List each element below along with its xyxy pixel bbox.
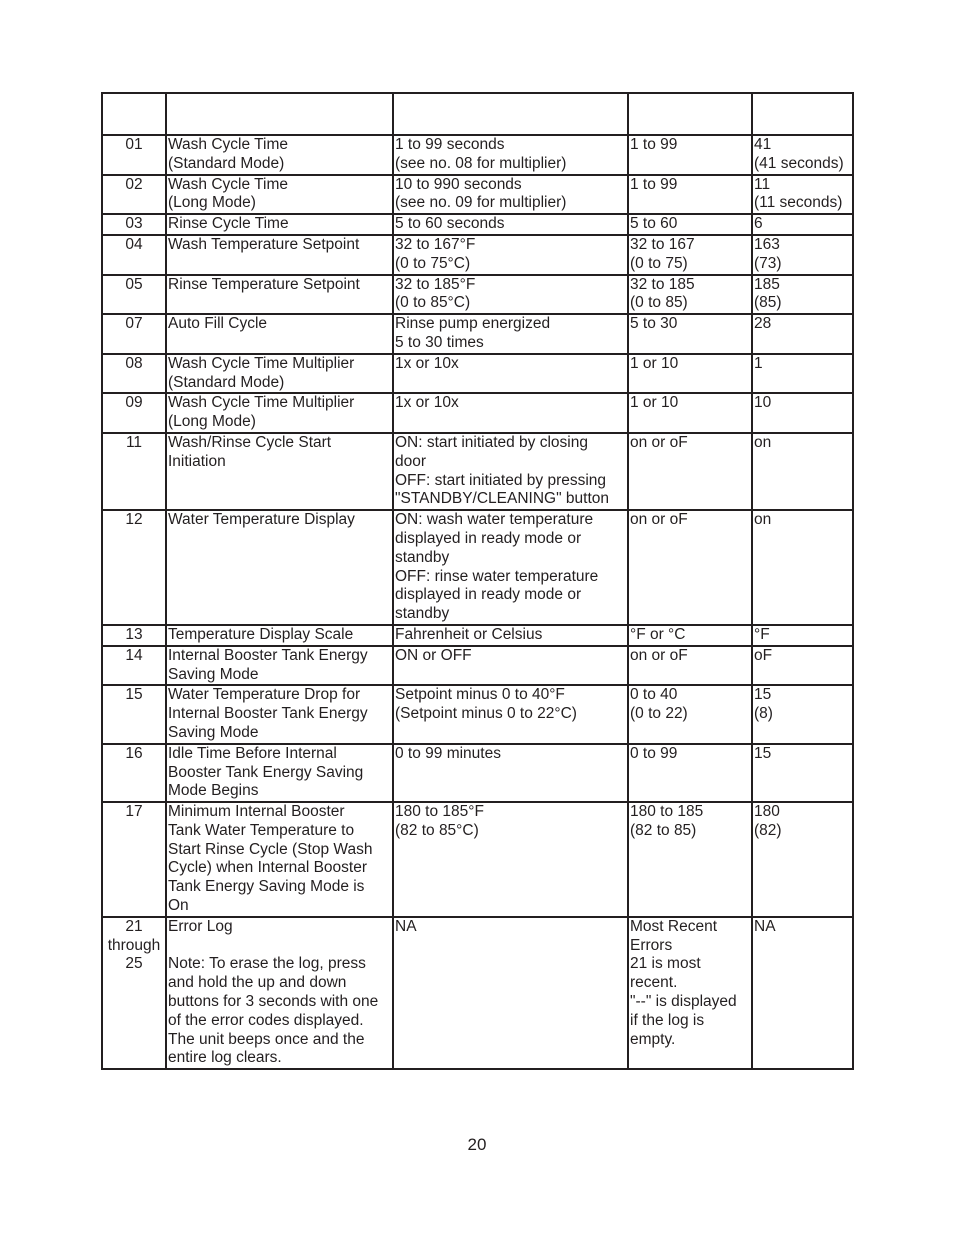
cell-parameter-name: Wash Cycle Time Multiplier (Long Mode) (166, 393, 393, 433)
cell-parameter-number: 05 (102, 275, 166, 315)
cell-parameter-name: Error Log Note: To erase the log, press and hold the up and down buttons for 3 seconds with one of the error codes displayed. The unit beeps once and the entire log clears. (166, 917, 393, 1069)
header-cell-no (102, 93, 166, 135)
cell-default: 15 (752, 744, 853, 802)
cell-range: Setpoint minus 0 to 40°F (Setpoint minus 0 to 22°C) (393, 685, 628, 743)
cell-settings: 0 to 40 (0 to 22) (628, 685, 752, 743)
cell-parameter-number: 17 (102, 802, 166, 917)
header-cell-name (166, 93, 393, 135)
cell-default: 28 (752, 314, 853, 354)
cell-parameter-number: 03 (102, 214, 166, 235)
table-row (102, 510, 853, 625)
cell-parameter-name: Water Temperature Drop for Internal Booster Tank Energy Saving Mode (166, 685, 393, 743)
cell-settings: 5 to 30 (628, 314, 752, 354)
cell-parameter-name: Wash Temperature Setpoint (166, 235, 393, 275)
cell-settings: 32 to 185 (0 to 85) (628, 275, 752, 315)
cell-settings: 5 to 60 (628, 214, 752, 235)
cell-default: 163 (73) (752, 235, 853, 275)
cell-parameter-name: Wash Cycle Time (Standard Mode) (166, 135, 393, 175)
cell-range: 0 to 99 minutes (393, 744, 628, 802)
cell-settings: on or oF (628, 510, 752, 625)
header-cell-settings (628, 93, 752, 135)
table-row (102, 685, 853, 743)
cell-settings: 1 or 10 (628, 393, 752, 433)
table-row (102, 235, 853, 275)
cell-parameter-name: Rinse Temperature Setpoint (166, 275, 393, 315)
header-cell-range (393, 93, 628, 135)
cell-settings: 0 to 99 (628, 744, 752, 802)
cell-settings: 1 to 99 (628, 175, 752, 215)
cell-parameter-name: Wash Cycle Time Multiplier (Standard Mode) (166, 354, 393, 394)
cell-range: 1x or 10x (393, 393, 628, 433)
cell-parameter-number: 09 (102, 393, 166, 433)
cell-parameter-number: 13 (102, 625, 166, 646)
table-row (102, 433, 853, 510)
page-number: 20 (467, 1135, 487, 1154)
table-row (102, 135, 853, 175)
table-row (102, 275, 853, 315)
cell-parameter-number: 07 (102, 314, 166, 354)
cell-parameter-number: 01 (102, 135, 166, 175)
table-row (102, 214, 853, 235)
cell-parameter-name: Idle Time Before Internal Booster Tank Energy Saving Mode Begins (166, 744, 393, 802)
cell-range: 1x or 10x (393, 354, 628, 394)
cell-parameter-name: Water Temperature Display (166, 510, 393, 625)
table-row (102, 744, 853, 802)
cell-range: NA (393, 917, 628, 1069)
table-row (102, 393, 853, 433)
table-row (102, 646, 853, 686)
cell-parameter-number: 08 (102, 354, 166, 394)
cell-range: Fahrenheit or Celsius (393, 625, 628, 646)
cell-default: 15 (8) (752, 685, 853, 743)
cell-parameter-name: Auto Fill Cycle (166, 314, 393, 354)
table-row (102, 802, 853, 917)
cell-parameter-name: Temperature Display Scale (166, 625, 393, 646)
cell-parameter-number: 11 (102, 433, 166, 510)
cell-default: 185 (85) (752, 275, 853, 315)
table-header-row (102, 93, 853, 135)
cell-settings: on or oF (628, 433, 752, 510)
cell-default: 10 (752, 393, 853, 433)
table-row (102, 314, 853, 354)
cell-range: Rinse pump energized 5 to 30 times (393, 314, 628, 354)
cell-parameter-name: Rinse Cycle Time (166, 214, 393, 235)
cell-parameter-number: 04 (102, 235, 166, 275)
cell-range: 5 to 60 seconds (393, 214, 628, 235)
cell-parameter-number: 21 through 25 (102, 917, 166, 1069)
cell-parameter-number: 02 (102, 175, 166, 215)
cell-parameter-name: Wash Cycle Time (Long Mode) (166, 175, 393, 215)
cell-settings: 1 or 10 (628, 354, 752, 394)
cell-settings: Most Recent Errors 21 is most recent. "--" is displayed if the log is empty. (628, 917, 752, 1069)
table-row (102, 625, 853, 646)
table-row (102, 354, 853, 394)
cell-default: 180 (82) (752, 802, 853, 917)
cell-default: oF (752, 646, 853, 686)
cell-settings: 180 to 185 (82 to 85) (628, 802, 752, 917)
cell-parameter-number: 15 (102, 685, 166, 743)
cell-default: °F (752, 625, 853, 646)
cell-parameter-name: Internal Booster Tank Energy Saving Mode (166, 646, 393, 686)
cell-range: 32 to 167°F (0 to 75°C) (393, 235, 628, 275)
cell-parameter-number: 14 (102, 646, 166, 686)
cell-parameter-number: 16 (102, 744, 166, 802)
cell-range: ON: start initiated by closing door OFF: start initiated by pressing "STANDBY/CLEANING" button (393, 433, 628, 510)
cell-default: 6 (752, 214, 853, 235)
cell-settings: on or oF (628, 646, 752, 686)
cell-settings: 32 to 167 (0 to 75) (628, 235, 752, 275)
cell-default: 41 (41 seconds) (752, 135, 853, 175)
cell-range: 10 to 990 seconds (see no. 09 for multiplier) (393, 175, 628, 215)
cell-parameter-name: Minimum Internal Booster Tank Water Temperature to Start Rinse Cycle (Stop Wash Cycle) when Internal Booster Tank Energy Saving Mode is On (166, 802, 393, 917)
cell-range: 180 to 185°F (82 to 85°C) (393, 802, 628, 917)
cell-default: on (752, 510, 853, 625)
cell-parameter-number: 12 (102, 510, 166, 625)
cell-range: ON or OFF (393, 646, 628, 686)
cell-default: 11 (11 seconds) (752, 175, 853, 215)
cell-range: 1 to 99 seconds (see no. 08 for multiplier) (393, 135, 628, 175)
cell-parameter-name: Wash/Rinse Cycle Start Initiation (166, 433, 393, 510)
table-row (102, 175, 853, 215)
cell-range: ON: wash water temperature displayed in ready mode or standby OFF: rinse water temperature displayed in ready mode or standby (393, 510, 628, 625)
cell-default: on (752, 433, 853, 510)
cell-default: 1 (752, 354, 853, 394)
table-row (102, 917, 853, 1069)
parameter-table (101, 92, 854, 1070)
header-cell-default (752, 93, 853, 135)
cell-settings: 1 to 99 (628, 135, 752, 175)
cell-range: 32 to 185°F (0 to 85°C) (393, 275, 628, 315)
cell-settings: °F or °C (628, 625, 752, 646)
cell-default: NA (752, 917, 853, 1069)
